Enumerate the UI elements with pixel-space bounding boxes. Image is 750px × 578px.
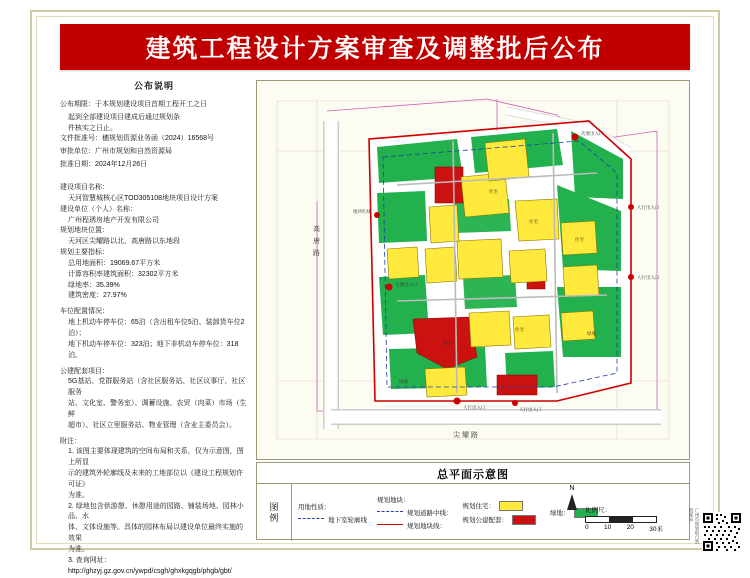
svg-text:地块红线: 地块红线 (353, 209, 371, 214)
value-project-name: 天河智慧城核心区TOD305108地块项目设计方案 (68, 194, 219, 202)
legend-plan-parcel-label: 规划地块： (377, 497, 410, 504)
label-notes: 附注： (60, 437, 81, 445)
svg-text:唐: 唐 (313, 238, 320, 245)
compass-needle (567, 494, 577, 510)
notice-line-2: 件核实之日止。 (68, 124, 117, 132)
qr-code-icon (702, 512, 742, 552)
legend-label (257, 483, 292, 541)
site-plan-map (256, 80, 690, 460)
query-url[interactable]: http://ghzyj.gz.gov.cn/ywpd/csgh/ghxkgqgb/phgb/gbt/ (68, 567, 232, 575)
scale-tick-2: 20 (626, 524, 634, 531)
svg-text:高: 高 (313, 226, 320, 233)
legend-column-3 (463, 488, 541, 537)
legend-road-centerline-label: 规划道路中线： (407, 510, 453, 517)
legend-public-facility-label: 规划公建配套： (462, 517, 508, 524)
note-line-2: 为准。 (68, 491, 89, 499)
page-title: 建筑工程设计方案审查及调整批后公布 (145, 35, 605, 63)
legend-entry-public-facility (463, 515, 541, 525)
legend-entry-land-use (298, 502, 367, 511)
legend-panel (256, 462, 690, 540)
plan-title: 总平面示意图 (437, 469, 509, 481)
legend-entry-residential (463, 501, 541, 511)
dashdot-line-icon (377, 511, 403, 512)
svg-text:人行出入口: 人行出入口 (519, 407, 542, 412)
solid-line-icon (377, 524, 403, 525)
legend-entry-plan-parcel (377, 495, 453, 504)
scale-bar (585, 505, 681, 533)
public-item-2: 超市）、社区立里服务站、物业管理（含业主委员会）。 (68, 421, 236, 429)
legend-entry-road-centerline (377, 508, 453, 517)
parking-line-0: 地上机动车停车位：65泊（含出租车位5泊、装卸货车位2泊）； (68, 319, 245, 337)
svg-text:绿地: 绿地 (399, 379, 408, 384)
legend-label-char-1: 图 (269, 501, 279, 512)
note-line-5: 为准。 (68, 546, 89, 553)
legend-column-2 (377, 488, 453, 537)
legend-parcel-line-label: 规划地块线： (407, 523, 446, 530)
label-owner: 建设单位（个人）名称： (60, 205, 137, 213)
notice-text-column (60, 80, 248, 575)
public-facility-color-swatch (512, 515, 536, 525)
label-location: 规划地块位置： (60, 227, 109, 235)
svg-text:住宅: 住宅 (529, 219, 538, 224)
svg-text:次要出入口: 次要出入口 (581, 131, 604, 136)
notice-line-4: 审批单位：广州市规划和自然资源局 (60, 148, 172, 156)
svg-text:商业: 商业 (443, 341, 452, 346)
legend-entry-basement-outline (298, 515, 367, 524)
scale-tick-0: 0 (585, 524, 589, 531)
document-title-bar (60, 24, 690, 70)
legend-green-label: 绿地： (550, 510, 570, 517)
legend-label-char-2: 例 (269, 512, 279, 523)
scale-label: 比例尺： (585, 507, 611, 514)
note-line-6: 3. 查询网址： (68, 556, 111, 564)
compass-north-letter: N (569, 485, 575, 492)
value-location: 天河区尖耀路以北、高唐路以东地段 (68, 238, 180, 246)
note-line-3: 2. 绿地包含供游憩、休憩用途的园路、铺装场地、园林小品、水 (68, 502, 244, 521)
index-item-3: 建筑密度：27.97% (68, 292, 127, 300)
value-owner: 广州程琇房地产开发有限公司 (68, 216, 159, 224)
notice-line-1: 起到全部建设项目建成后通过规划条 (68, 113, 180, 121)
public-item-1: 站、文化室、警务室）、调蓄设施、农贸（肉菜）市场（生鲜 (68, 400, 247, 418)
site-plan-drawing (257, 81, 689, 459)
legend-basement-label: 地下室轮廓线 (328, 516, 367, 524)
scale-tick-1: 10 (604, 524, 612, 531)
notice-line-5: 批准日期：2024年12月26日 (60, 161, 148, 169)
notice-heading: 公布说明 (133, 81, 174, 91)
scale-bar-graphic (585, 516, 657, 523)
note-line-4: 体、文体设施等。具体的园林布局以建设单位最终实施的效果 (68, 524, 243, 543)
legend-land-use-label: 用地性质： (298, 503, 331, 511)
svg-text:人行出入口: 人行出入口 (637, 275, 660, 280)
svg-text:尖 耀 路: 尖 耀 路 (453, 432, 478, 439)
scale-tick-3: 30米 (649, 526, 663, 533)
legend-residential-label: 规划住宅： (462, 503, 495, 510)
svg-text:路: 路 (313, 250, 320, 257)
legend-column-1 (298, 488, 367, 537)
scale-tick-labels (585, 524, 663, 533)
label-parking: 车位配置情况： (60, 308, 109, 316)
svg-text:住宅: 住宅 (489, 189, 498, 194)
compass-icon (559, 485, 585, 525)
index-item-1: 计算容积率建筑面积：32302平方米 (68, 270, 179, 278)
note-line-1: 示的建筑外轮廓线及未来的工地部位以《建设工程规划许可证》 (68, 470, 243, 488)
parking-line-1: 地下机动车停车位：323泊；地下非机动车停车位：318泊。 (68, 340, 239, 359)
note-line-0: 1. 该图主要体现建筑的空间布局和关系，仅为示意图，图上所显 (68, 448, 244, 467)
label-index: 规划主要指标： (60, 249, 109, 257)
legend-entry-parcel-line (377, 521, 453, 530)
label-project-name: 建设项目名称： (60, 184, 109, 191)
index-item-2: 绿地率：35.39% (68, 281, 120, 289)
svg-text:住宅: 住宅 (515, 327, 524, 332)
svg-text:人行出入口: 人行出入口 (463, 405, 486, 410)
public-item-0: 5G基站、党群服务站（含社区服务站、社区议事厅、社区服务 (68, 378, 246, 397)
svg-text:住宅: 住宅 (575, 237, 584, 242)
qr-caption: 广州市规划和自然资源局 (689, 508, 700, 544)
notice-line-3: 文件批准号：穗规划资源业务函（2024）16568号 (60, 135, 215, 143)
notice-line-0: 公布期限：于本规划建设项目首期工程开工之日 (60, 100, 207, 108)
index-item-0: 总用地面积：19069.67平方米 (68, 259, 161, 267)
dashed-line-icon (298, 518, 324, 519)
svg-text:主要出入口: 主要出入口 (395, 282, 418, 287)
label-public-facilities: 公建配套项目： (60, 367, 109, 375)
svg-text:人行出入口: 人行出入口 (637, 205, 660, 210)
svg-text:绿地: 绿地 (587, 331, 596, 336)
residential-color-swatch (499, 501, 523, 511)
